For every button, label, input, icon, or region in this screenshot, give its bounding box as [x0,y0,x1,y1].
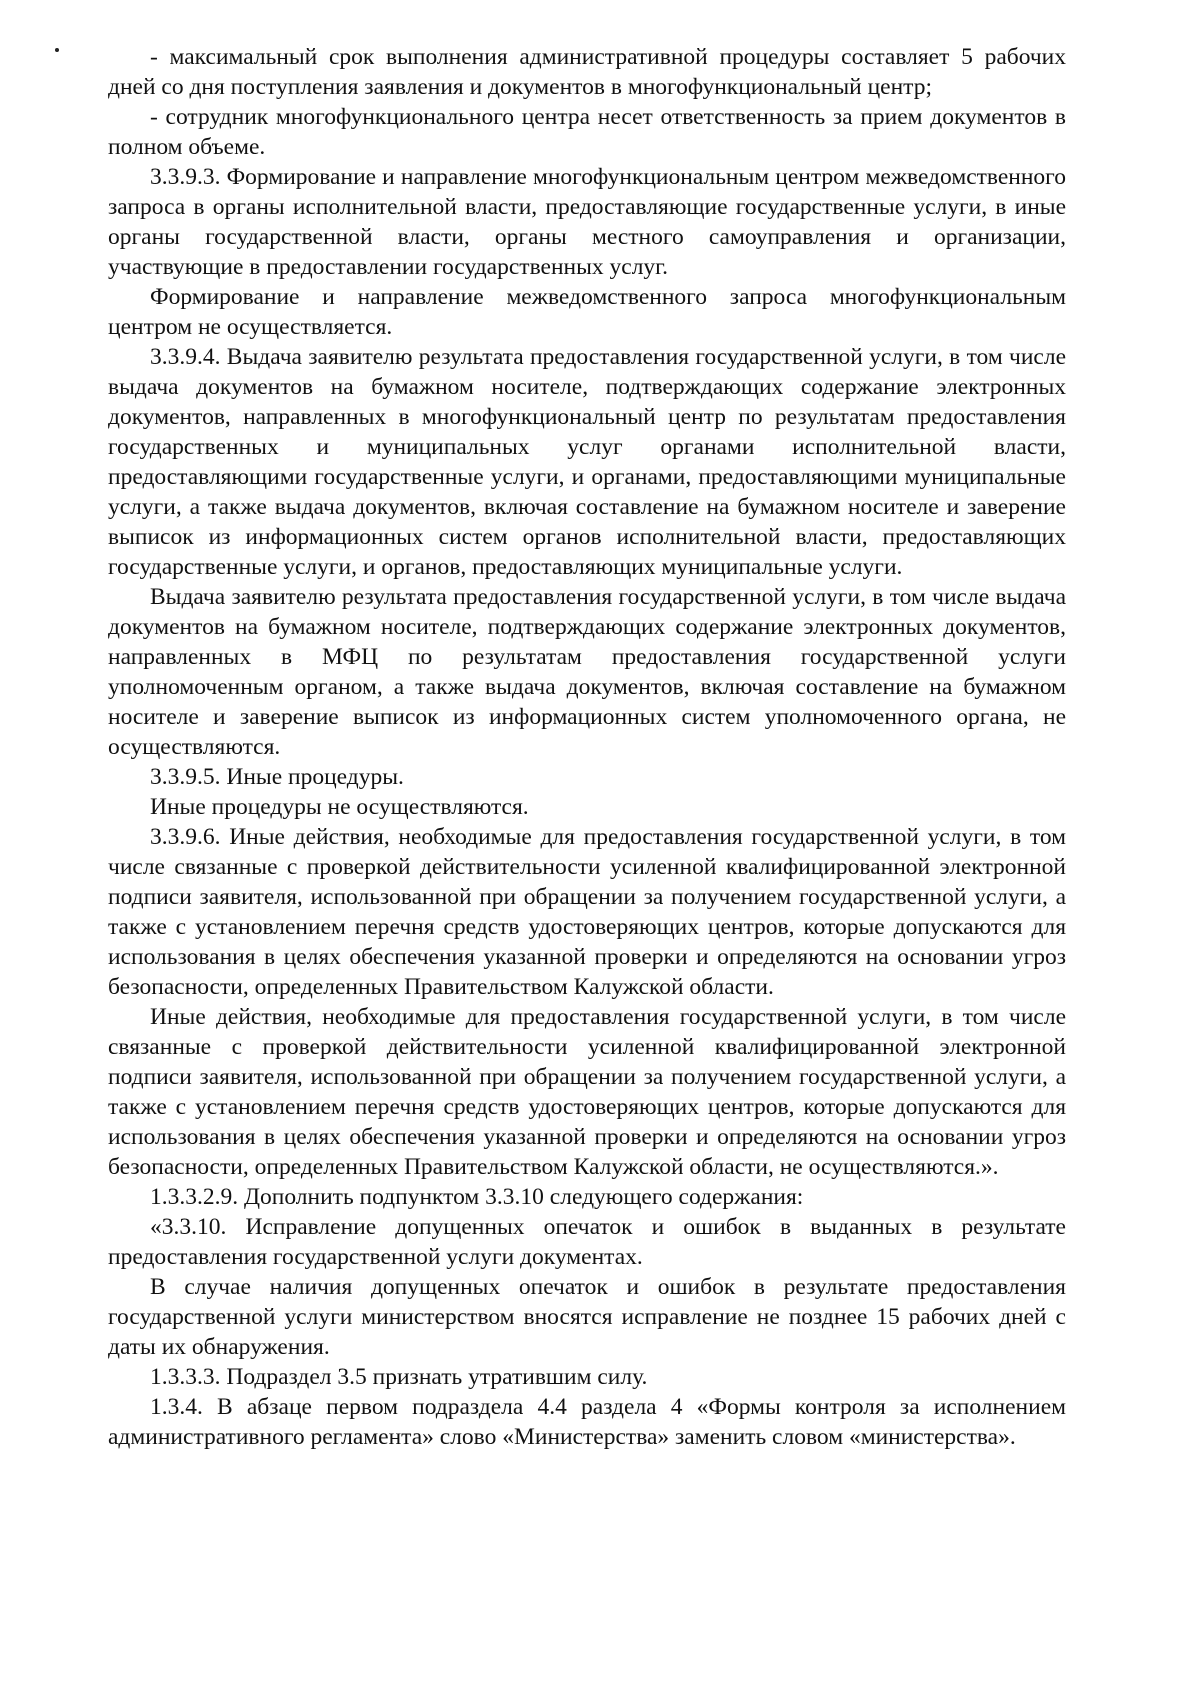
paragraph-3-3-9-3: 3.3.9.3. Формирование и направление многофункциональным центром межведомственного запроса в органы исполнительной власти, предоставляющие государственные услуги, в иные органы государственной власти, органы местного самоуправления и организации, участвующие в предоставлении государственных услуг. [108,164,1066,280]
paragraph-3-3-9-4: 3.3.9.4. Выдача заявителю результата предоставления государственной услуги, в том числе выдача документов на бумажном носителе, подтверждающих содержание электронных документов, направленных в многофункциональный центр по результатам предоставления государственных и муниципальных услуг органами исполнительной власти, предоставляющими государственные услуги, и органами, предоставляющими муниципальные услуги, а также выдача документов, включая составление на бумажном носителе и заверение выписок из информационных систем органов исполнительной власти, предоставляющих государственные услуги, и органов, предоставляющих муниципальные услуги. [108,344,1066,580]
paragraph-3-3-9-5: 3.3.9.5. Иные процедуры. [150,764,404,790]
paragraph-1-3-3-3: 1.3.3.3. Подраздел 3.5 признать утратившим силу. [150,1364,648,1390]
paragraph-result-issuance: Выдача заявителю результата предоставления государственной услуги, в том числе выдача документов на бумажном носителе, подтверждающих содержание электронных документов, направленных в МФЦ по результатам предоставления государственной услуги уполномоченным органом, а также выдача документов, включая составление на бумажном носителе и заверение выписок из информационных систем уполномоченного органа, не осуществляются. [108,584,1066,760]
document-body [108,42,1066,1452]
paragraph-typo-correction: В случае наличия допущенных опечаток и ошибок в результате предоставления государственной услуги министерством вносятся исправление не позднее 15 рабочих дней с даты их обнаружения. [108,1274,1066,1360]
paragraph-other-actions: Иные действия, необходимые для предоставления государственной услуги, в том числе связанные с проверкой действительности усиленной квалифицированной электронной подписи заявителя, использованной при обращении за получением государственной услуги, а также с установлением перечня средств удостоверяющих центров, которые допускаются для использования в целях обеспечения указанной проверки и определяются на основании угроз безопасности, определенных Правительством Калужской области, не осуществляются.». [108,1004,1066,1180]
paragraph-1-3-3-2-9: 1.3.3.2.9. Дополнить подпунктом 3.3.10 следующего содержания: [150,1184,804,1210]
paragraph-3-3-10: «3.3.10. Исправление допущенных опечаток и ошибок в выданных в результате предоставления государственной услуги документах. [108,1214,1066,1270]
paragraph-3-3-9-6: 3.3.9.6. Иные действия, необходимые для предоставления государственной услуги, в том числе связанные с проверкой действительности усиленной квалифицированной электронной подписи заявителя, использованной при обращении за получением государственной услуги, а также с установлением перечня средств удостоверяющих центров, которые допускаются для использования в целях обеспечения указанной проверки и определяются на основании угроз безопасности, определенных Правительством Калужской области. [108,824,1066,1000]
paragraph-interagency-request: Формирование и направление межведомственного запроса многофункциональным центром не осуществляется. [108,284,1066,340]
paragraph-1-3-4: 1.3.4. В абзаце первом подраздела 4.4 раздела 4 «Формы контроля за исполнением административного регламента» слово «Министерства» заменить словом «министерства». [108,1394,1066,1450]
paragraph-other-procedures: Иные процедуры не осуществляются. [150,794,529,820]
scan-artifact-dot [55,48,59,52]
paragraph-mfc-responsibility: - сотрудник многофункционального центра несет ответственность за прием документов в полном объеме. [108,104,1066,160]
paragraph-max-term: - максимальный срок выполнения административной процедуры составляет 5 рабочих дней со дня поступления заявления и документов в многофункциональный центр; [108,44,1066,100]
